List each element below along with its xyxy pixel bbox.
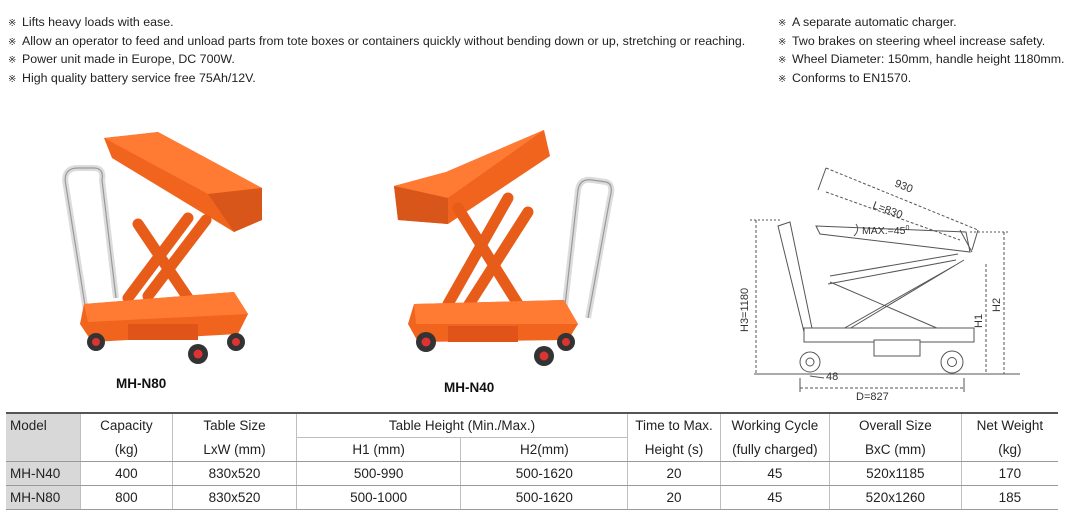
- table-row: [6, 486, 1058, 510]
- feature-item: ※ Conforms to EN1570.: [778, 70, 1063, 89]
- feature-item: ※ Two brakes on steering wheel increase safety.: [778, 33, 1063, 52]
- feature-item: ※ A separate automatic charger.: [778, 14, 1063, 33]
- dimension-diagram: [734, 156, 1034, 404]
- model-label-mh-n40: MH-N40: [444, 380, 495, 395]
- dim-h1: H1: [973, 313, 985, 328]
- dim-depth: D=827: [856, 391, 889, 403]
- header-working-cycle: Working Cycle: [720, 413, 829, 438]
- table-cell: 520x1185: [829, 462, 961, 486]
- table-cell: 20: [628, 486, 721, 510]
- bullet-mark: ※: [778, 18, 787, 29]
- subheader-cell: Height (s): [628, 438, 721, 462]
- dim-wheel-offset: 48: [826, 371, 839, 383]
- dim-table-length: L=830: [870, 199, 905, 222]
- model-label-mh-n80: MH-N80: [116, 376, 167, 391]
- feature-list-right: [778, 14, 1063, 88]
- header-overall-size: Overall Size: [829, 413, 961, 438]
- product-image-mh-n80: [48, 128, 278, 376]
- table-subheader-row: [6, 438, 1058, 462]
- bullet-mark: ※: [8, 18, 17, 29]
- table-cell: MH-N80: [6, 486, 80, 510]
- table-header-row: [6, 413, 1058, 438]
- table-cell: 500-1620: [461, 486, 628, 510]
- table-cell: 500-1000: [296, 486, 461, 510]
- feature-item: ※ High quality battery service free 75Ah/12V.: [8, 70, 748, 89]
- header-table-size: Table Size: [173, 413, 297, 438]
- dim-handle-height: H3=1180: [739, 287, 751, 332]
- header-model: Model: [6, 413, 80, 438]
- table-cell: 520x1260: [829, 486, 961, 510]
- bullet-mark: ※: [8, 55, 17, 67]
- subheader-cell: (kg): [961, 438, 1058, 462]
- table-cell: 45: [720, 486, 829, 510]
- subheader-cell: H2(mm): [461, 438, 628, 462]
- subheader-cell: [6, 438, 80, 462]
- dim-overall-length: 930: [892, 177, 915, 196]
- subheader-cell: BxC (mm): [829, 438, 961, 462]
- table-cell: 830x520: [173, 462, 297, 486]
- table-cell: MH-N40: [6, 462, 80, 486]
- feature-item: ※ Allow an operator to feed and unload parts from tote boxes or containers quickly without bending down or up, stretching or reaching.: [8, 33, 748, 52]
- product-image-mh-n40: [388, 128, 628, 376]
- header-net-weight: Net Weight: [961, 413, 1058, 438]
- table-cell: 45: [720, 462, 829, 486]
- table-cell: 20: [628, 462, 721, 486]
- table-cell: 830x520: [173, 486, 297, 510]
- table-cell: 170: [961, 462, 1058, 486]
- header-table-height: Table Height (Min./Max.): [296, 413, 627, 438]
- feature-item: ※ Power unit made in Europe, DC 700W.: [8, 51, 748, 70]
- spec-table: [6, 412, 1058, 510]
- feature-item: ※ Wheel Diameter: 150mm, handle height 1180mm.: [778, 51, 1063, 70]
- bullet-mark: ※: [778, 55, 787, 67]
- feature-list-left: [8, 14, 748, 88]
- subheader-cell: (kg): [80, 438, 173, 462]
- feature-item: ※ Lifts heavy loads with ease.: [8, 14, 748, 33]
- table-cell: 800: [80, 486, 173, 510]
- subheader-cell: LxW (mm): [173, 438, 297, 462]
- bullet-mark: ※: [778, 73, 787, 85]
- bullet-mark: ※: [8, 73, 17, 85]
- table-cell: 500-990: [296, 462, 461, 486]
- header-capacity: Capacity: [80, 413, 173, 438]
- bullet-mark: ※: [778, 36, 787, 48]
- header-time-to-max: Time to Max.: [628, 413, 721, 438]
- subheader-cell: H1 (mm): [296, 438, 461, 462]
- dim-max-angle: $MAX.=45^0$: [862, 225, 910, 237]
- table-cell: 400: [80, 462, 173, 486]
- bullet-mark: ※: [8, 36, 17, 48]
- table-cell: 500-1620: [461, 462, 628, 486]
- table-row: [6, 462, 1058, 486]
- table-cell: 185: [961, 486, 1058, 510]
- dim-h2: H2: [991, 297, 1003, 312]
- subheader-cell: (fully charged): [720, 438, 829, 462]
